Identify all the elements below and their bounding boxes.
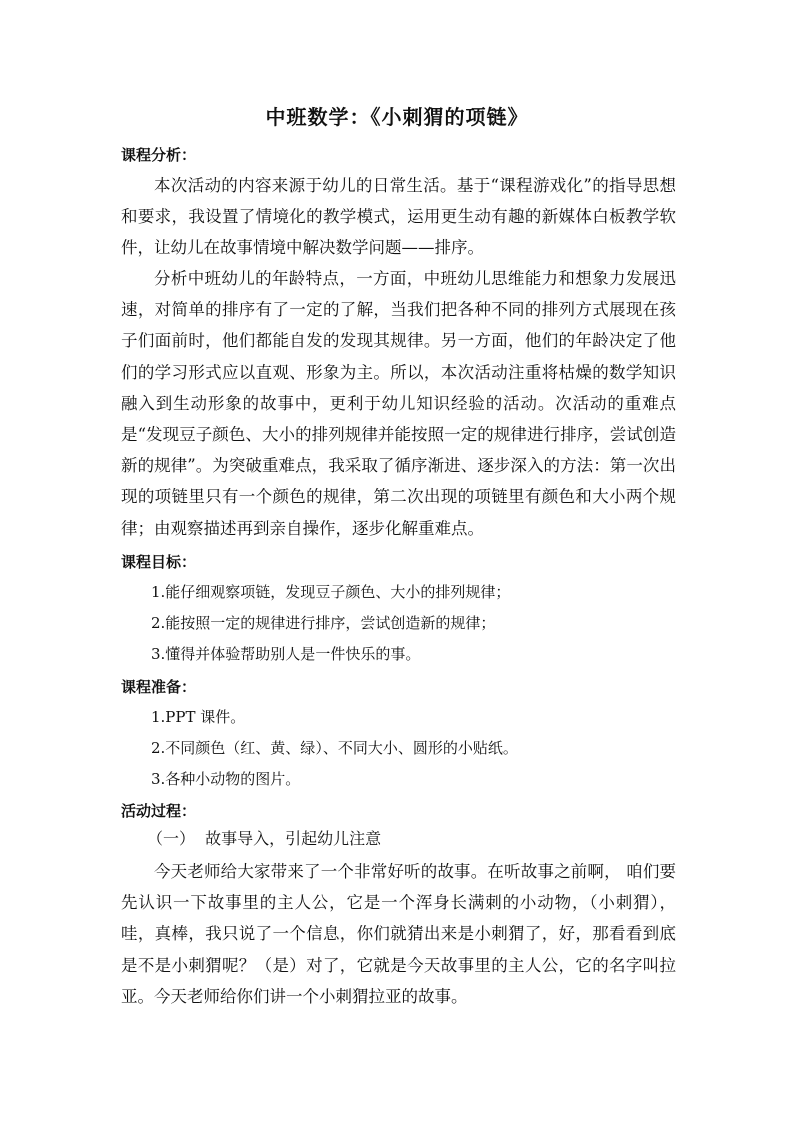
goal-item: 1.能仔细观察项链，发现豆子颜色、大小的排列规律； [151,583,511,601]
heading-goals: 课程目标： [121,553,197,571]
document-title: 中班数学：《小刺猬的项链》 [265,105,529,129]
analysis-paragraph-2: 分析中班幼儿的年龄特点，一方面，中班幼儿思维能力和想象力发展迅速，对简单的排序有了一定的了解，当我们把各种不同的排列方式展现在孩子们面前时，他们都能自发的发现其规律。另一方面，他们的年龄决定了他们的学习形式应以直观、形象为主。所以，本次活动注重将枯燥的数学知识融入到生动形象的故事中，更利于幼儿知识经验的活动。次活动的重难点是“发现豆子颜色、大小的排列规律并能按照一定的规律进行排序，尝试创造新的规律”。为突破重难点，我采取了循序渐进、逐步深入的方法：第一次出现的项链里只有一个颜色的规律，第二次出现的项链里有颜色和大小两个规律；由观察描述再到亲自操作，逐步化解重难点。 [121,269,676,538]
goal-item: 3.懂得并体验帮助别人是一件快乐的事。 [151,645,421,663]
process-subheading: （一） 故事导入，引起幼儿注意 [147,829,382,848]
goal-item: 2.能按照一定的规律进行排序，尝试创造新的规律； [151,614,496,632]
prep-item: 2.不同颜色（红、黄、绿）、不同大小、圆形的小贴纸。 [151,739,518,757]
heading-analysis: 课程分析： [121,146,197,164]
heading-process: 活动过程： [121,802,197,820]
prep-item: 3.各种小动物的图片。 [151,770,301,788]
analysis-paragraph-1: 本次活动的内容来源于幼儿的日常生活。基于“课程游戏化”的指导思想和要求，我设置了情境化的教学模式，运用更生动有趣的新媒体白板教学软件，让幼儿在故事情境中解决数学问题——排序。 [121,176,676,258]
process-paragraph: 今天老师给大家带来了一个非常好听的故事。在听故事之前啊， 咱们要先认识一下故事里的主人公，它是一个浑身长满刺的小动物，（小刺猬），哇，真棒，我只说了一个信息，你们就猜出来是小刺猬了，好，那看看到底是不是小刺猬呢？（是）对了，它就是今天故事里的主人公，它的名字叫拉亚。今天老师给你们讲一个小刺猬拉亚的故事。 [121,862,676,1006]
prep-item: 1.PPT 课件。 [151,708,246,726]
heading-prep: 课程准备： [121,678,197,696]
